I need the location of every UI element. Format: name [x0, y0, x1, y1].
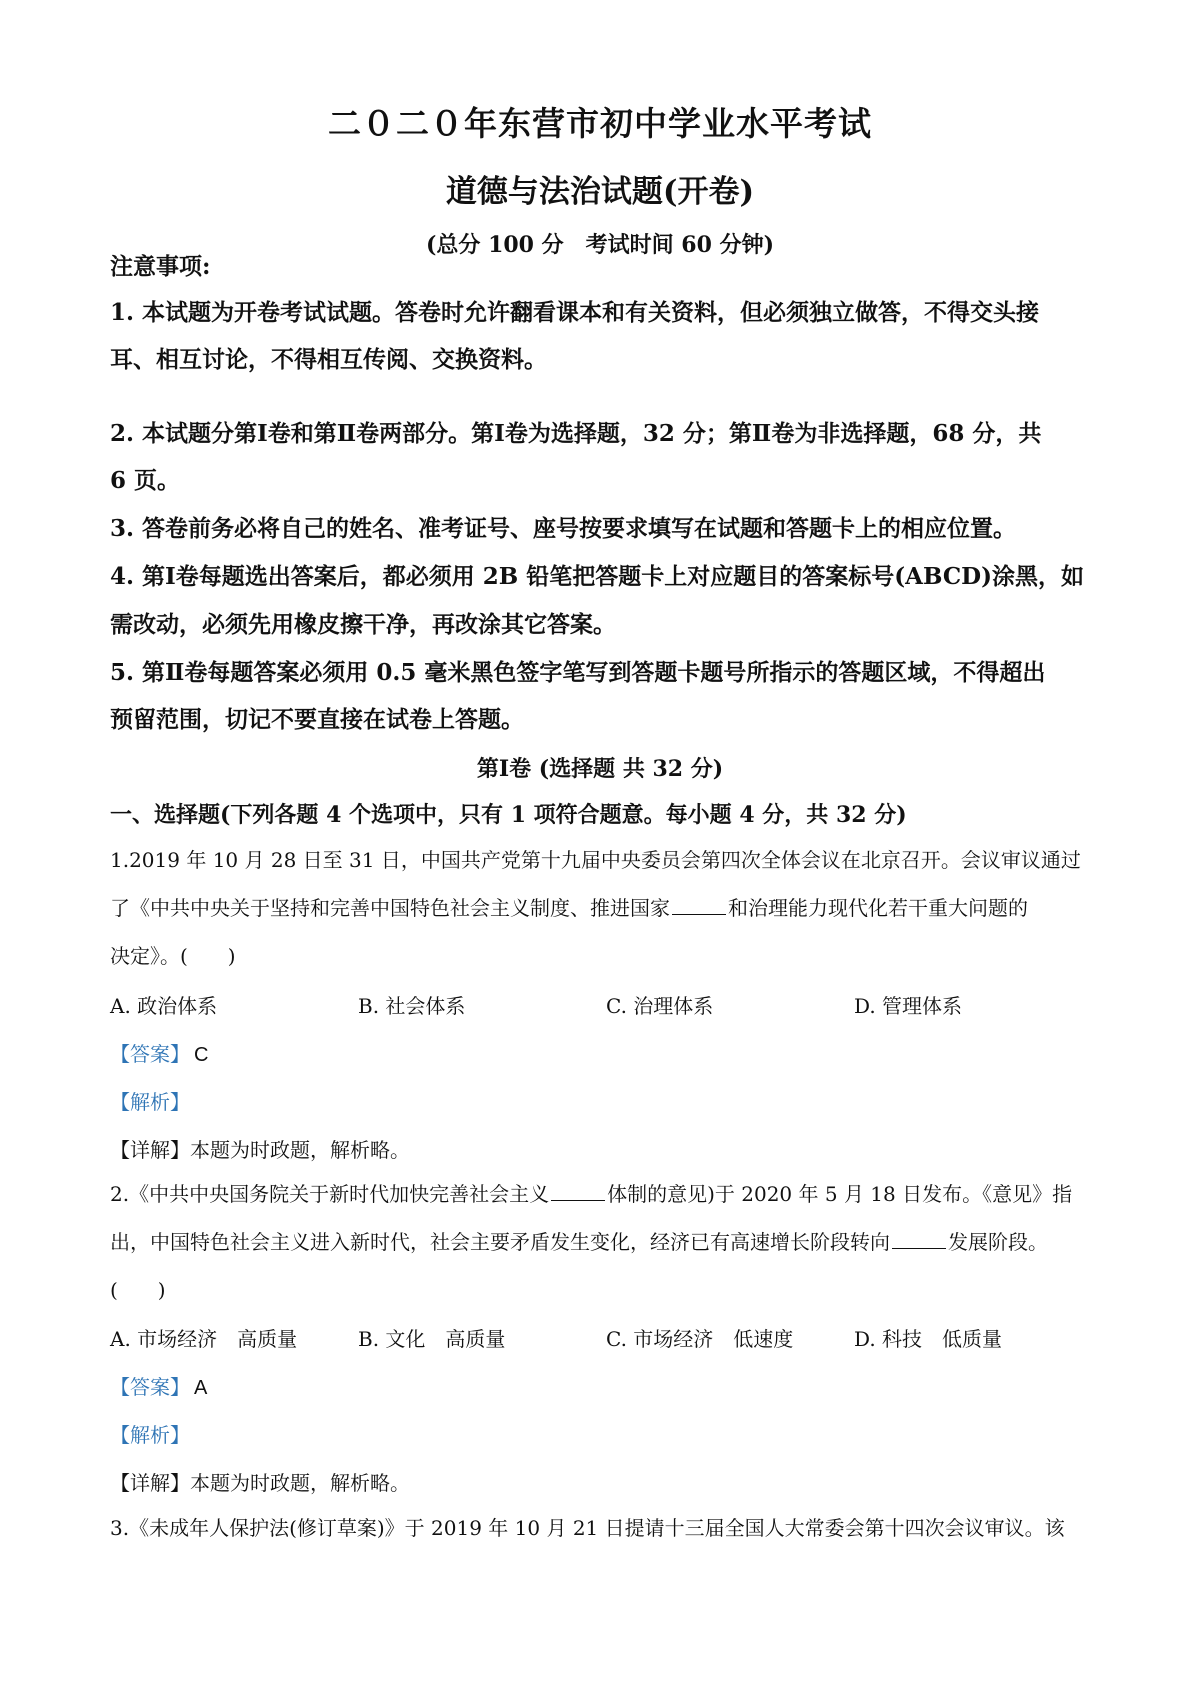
analysis-label: 【解析】: [110, 1423, 190, 1447]
notes-line: 耳、相互讨论，不得相互传阅、交换资料。: [110, 346, 547, 373]
option-d: D. 科技 低质量: [854, 1327, 1003, 1351]
question-2-text: 2.《中共中央国务院关于新时代加快完善社会主义: [110, 1182, 550, 1206]
answer-blank: [672, 896, 726, 915]
section-heading: 第Ⅰ卷 (选择题 共 32 分): [476, 756, 724, 782]
question-2-line: [110, 1228, 1100, 1256]
question-2-options: [110, 1323, 1100, 1353]
answer-value: A: [194, 1377, 208, 1399]
question-2-text: 体制的意见)于 2020 年 5 月 18 日发布。《意见》指: [607, 1182, 1073, 1206]
notes-heading: 注意事项:: [110, 253, 211, 280]
question-1-line: 1.2019 年 10 月 28 日至 31 日，中国共产党第十九届中央委员会第四次全体会议在北京召开。会议审议通过: [110, 848, 1081, 872]
answer-label: 【答案】: [110, 1042, 190, 1066]
exam-title: 二０二０年东营市初中学业水平考试: [328, 104, 872, 143]
question-2-line: [110, 1180, 1100, 1208]
question-1-text: 和治理能力现代化若干重大问题的: [728, 896, 1028, 920]
question-1-analysis: [110, 1086, 190, 1115]
question-1-detail: 【详解】本题为时政题，解析略。: [110, 1138, 410, 1162]
option-b: B. 社会体系: [358, 994, 466, 1018]
notes-line: 4. 第Ⅰ卷每题选出答案后，都必须用 2B 铅笔把答题卡上对应题目的答案标号(ABCD)涂黑，如: [110, 563, 1084, 590]
notes-line: 3. 答卷前务必将自己的姓名、准考证号、座号按要求填写在试题和答题卡上的相应位置。: [110, 515, 1017, 542]
notes-line: 5. 第Ⅱ卷每题答案必须用 0.5 毫米黑色签字笔写到答题卡题号所指示的答题区域，不得超出: [110, 659, 1046, 686]
question-2-analysis: [110, 1419, 190, 1448]
question-1-answer: [110, 1038, 208, 1067]
notes-line: 2. 本试题分第Ⅰ卷和第Ⅱ卷两部分。第Ⅰ卷为选择题，32 分；第Ⅱ卷为非选择题，68 分，共: [110, 420, 1042, 447]
question-2-answer: [110, 1371, 207, 1400]
question-1-options: [110, 990, 1100, 1020]
question-3-line: 3.《未成年人保护法(修订草案)》于 2019 年 10 月 21 日提请十三届全国人大常委会第十四次会议审议。该: [110, 1516, 1065, 1540]
section-instruction: 一、选择题(下列各题 4 个选项中，只有 1 项符合题意。每小题 4 分，共 32 分): [110, 802, 907, 828]
option-c: C. 治理体系: [606, 994, 714, 1018]
option-c: C. 市场经济 低速度: [606, 1327, 794, 1351]
question-1-line: 决定》。( ): [110, 944, 236, 968]
option-a: A. 市场经济 高质量: [110, 1327, 298, 1351]
answer-blank: [551, 1182, 605, 1201]
exam-meta: (总分 100 分 考试时间 60 分钟): [426, 232, 774, 258]
answer-blank: [892, 1230, 946, 1249]
question-1-text: 了《中共中央关于坚持和完善中国特色社会主义制度、推进国家: [110, 896, 670, 920]
answer-value: C: [194, 1044, 209, 1066]
notes-line: 预留范围，切记不要直接在试卷上答题。: [110, 706, 524, 733]
option-a: A. 政治体系: [110, 994, 218, 1018]
option-d: D. 管理体系: [854, 994, 963, 1018]
answer-label: 【答案】: [110, 1375, 190, 1399]
option-b: B. 文化 高质量: [358, 1327, 506, 1351]
question-2-text: 发展阶段。: [948, 1230, 1048, 1254]
exam-subtitle: 道德与法治试题(开卷): [445, 174, 755, 210]
notes-line: 1. 本试题为开卷考试试题。答卷时允许翻看课本和有关资料，但必须独立做答，不得交头接: [110, 299, 1040, 326]
question-1-line: [110, 894, 1100, 922]
notes-line: 6 页。: [110, 467, 181, 494]
analysis-label: 【解析】: [110, 1090, 190, 1114]
question-2-line: ( ): [110, 1278, 166, 1302]
notes-line: 需改动，必须先用橡皮擦干净，再改涂其它答案。: [110, 611, 616, 638]
question-2-text: 出，中国特色社会主义进入新时代，社会主要矛盾发生变化，经济已有高速增长阶段转向: [110, 1230, 890, 1254]
question-2-detail: 【详解】本题为时政题，解析略。: [110, 1471, 410, 1495]
